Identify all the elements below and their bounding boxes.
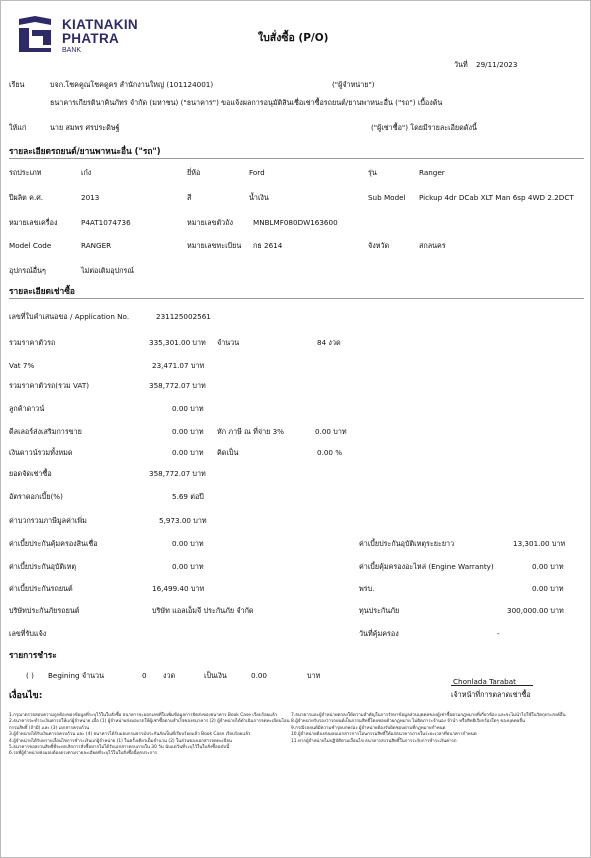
signature-line xyxy=(451,685,533,686)
conditions-right xyxy=(291,713,583,745)
car-insurance-value: 16,499.40 บาท xyxy=(152,584,205,593)
installments-label: จำนวน xyxy=(217,338,240,347)
pa-insurance-label: ค่าเบี้ยประกันอุบัติเหตุระยะยาว xyxy=(359,539,455,548)
insurer-value: บริษัท แอลเอ็มจี ประกันภัย จำกัด xyxy=(152,606,254,615)
payment-currency: บาท xyxy=(307,671,321,680)
recipient-line-1: บจก.โชคคูณโชคดูคร สำนักงานใหญ่ (101124001) xyxy=(50,80,214,89)
vehicle-type-value: เก๋ง xyxy=(81,168,92,177)
condition-item: 9.กรณีรถยนต์มีความชำรุดบกพร่อง ผู้จำหน่ายต้องรับผิดชอบตามที่กฎหมายกำหนด xyxy=(291,725,446,731)
withholding-tax-label: หัก ภาษี ณ ที่จ่าย 3% xyxy=(217,427,285,436)
recipient-tag: ("ผู้จำหน่าย") xyxy=(332,80,375,89)
coverage-date-value: - xyxy=(497,629,500,638)
application-no-label: เลขที่ใบคำเสนอขอ / Application No. xyxy=(9,312,130,321)
payment-count: 0 xyxy=(142,671,147,680)
condition-item: 8.ผู้จำหน่ายรับรองว่ารถยนต์เป็นกรรมสิทธิ์โดยชอบด้วยกฎหมาย ไม่ติดภาระจำนอง จำนำ หรือสิทธิเรียกร้องใดๆ ของบุคคลอื่น xyxy=(291,719,525,725)
section-divider xyxy=(9,158,584,159)
payment-section-title: รายการชำระ xyxy=(9,650,57,660)
payment-begining-label: Begining จำนวน xyxy=(48,671,104,680)
total-down-value: 0.00 บาท xyxy=(172,448,204,457)
down-payment-label: ลูกค้าดาวน์ xyxy=(9,404,45,413)
price-vat-label: รวมราคาตัวรถ(รวม VAT) xyxy=(9,381,90,390)
down-ratio-value: 0.00 % xyxy=(317,448,343,457)
page-title: ใบสั่งซื้อ (P/O) xyxy=(258,32,329,44)
deliver-name: นาย สมพร ศรประดิษฐ์ xyxy=(50,123,120,132)
condition-item: 5.ธนาคารขอสงวนสิทธิ์ที่จะยกเลิกการสั่งซื้อหากไม่ได้รับเอกสารครบภายใน 30 วัน นับแต่วันที่ระบุไว้ในใบสั่งซื้อฉบับนี้ xyxy=(9,745,230,751)
vehicle-year-value: 2013 xyxy=(81,193,100,202)
model-code-label: Model Code xyxy=(9,241,52,250)
hirepurchase-section-title: รายละเอียดเช่าซื้อ xyxy=(9,286,75,296)
accessory-label: อุปกรณ์อื่นๆ xyxy=(9,266,46,275)
coverage-date-label: วันที่คุ้มครอง xyxy=(359,629,399,638)
condition-item: 4.ผู้จำหน่ายได้รับทราบเงื่อนไขการชำระเงินแก่ผู้จำหน่าย (1) ในครั้งเดียวเต็มจำนวน (2) ในส่วนของเอกสารจดทะเบียน xyxy=(9,738,232,744)
credit-insurance-value: 0.00 บาท xyxy=(172,539,204,548)
date-label: วันที่ xyxy=(454,60,468,69)
vehicle-submodel-label: Sub Model xyxy=(368,193,406,202)
finance-amount-value: 358,772.07 บาท xyxy=(149,469,206,478)
conditions-title: เงื่อนไข: xyxy=(9,691,43,701)
engine-number-label: หมายเลขเครื่อง xyxy=(9,218,58,227)
plate-number-value: กธ 2614 xyxy=(253,241,283,250)
down-ratio-label: คิดเป็น xyxy=(217,448,239,457)
compulsory-label: พรบ. xyxy=(359,584,375,593)
car-price-value: 335,301.00 บาท xyxy=(149,338,206,347)
car-price-label: รวมราคาตัวรถ xyxy=(9,338,56,347)
accessory-value: ไม่ต่อเติมอุปกรณ์ xyxy=(81,266,134,275)
finance-amount-label: ยอดจัดเช่าซื้อ xyxy=(9,469,52,478)
pa-insurance-value: 13,301.00 บาท xyxy=(513,539,566,548)
condition-item: 1.กรุณาตรวจสอบความถูกต้องของข้อมูลที่ระบุไว้ในใบสั่งซื้อ ธนาคารจะออกเลขที่ใบเพิ่มข้อมูลการจัดส่งของธนาคาร Book Case เรียบร้อยแล้ว xyxy=(9,713,278,718)
payment-amount-label: เป็นเงิน xyxy=(204,671,227,680)
sum-insured-label: ทุนประกันภัย xyxy=(359,606,400,615)
vehicle-color-value: น้ำเงิน xyxy=(249,193,269,202)
conditions-left xyxy=(9,713,291,758)
dealer-promo-value: 0.00 บาท xyxy=(172,427,204,436)
withholding-tax-value: 0.00 บาท xyxy=(315,427,347,436)
fee-label: ค่าบวกรวมภาษีมูลค่าเพิ่ม xyxy=(9,516,87,525)
down-payment-value: 0.00 บาท xyxy=(172,404,204,413)
vehicle-model-label: รุ่น xyxy=(368,168,377,177)
sum-insured-value: 300,000.00 บาท xyxy=(507,606,564,615)
chassis-number-label: หมายเลขตัวถัง xyxy=(187,218,234,227)
vehicle-year-label: ปีผลิต ค.ศ. xyxy=(9,193,44,202)
engine-warranty-label: ค่าเบี้ยคุ้มครองอะไหล่ (Engine Warranty) xyxy=(359,562,494,571)
deliver-label: ให้แก่ xyxy=(9,123,27,132)
chassis-number-value: MNBLMF080DW163600 xyxy=(253,218,338,227)
vehicle-section-title: รายละเอียดรถยนต์/ยานพาหนะอื่น ("รถ") xyxy=(9,146,161,156)
insurer-label: บริษัทประกันภัยรถยนต์ xyxy=(9,606,80,615)
compulsory-value: 0.00 บาท xyxy=(532,584,564,593)
engine-number-value: P4AT1074736 xyxy=(81,218,131,227)
recipient-line-2: ธนาคารเกียรตินาคินภัทร จำกัด (มหาชน) ("ธนาคาร") ขอแจ้งผลการอนุมัติสินเชื่อเช่าซื้อรถยนต์/ยานพาหนะอื่น ("รถ") เบื้องต้น xyxy=(50,98,443,107)
vehicle-brand-label: ยี่ห้อ xyxy=(187,168,201,177)
dealer-promo-label: ดีลเลอร์ส่งเสริมการขาย xyxy=(9,427,82,436)
engine-warranty-value: 0.00 บาท xyxy=(532,562,564,571)
payment-amount: 0.00 xyxy=(251,671,268,680)
date-value: 29/11/2023 xyxy=(476,60,518,69)
province-value: สกลนคร xyxy=(419,241,446,250)
bank-logo-icon xyxy=(15,15,55,53)
vehicle-color-label: สี xyxy=(187,193,192,202)
brand-line-2: PHATRA xyxy=(62,31,120,46)
credit-insurance-label: ค่าเบี้ยประกันคุ้มครองสินเชื่อ xyxy=(9,539,98,548)
deliver-tag: ("ผู้เช่าซื้อ") โดยมีรายละเอียดดังนี้ xyxy=(371,123,477,132)
vehicle-model-value: Ranger xyxy=(419,168,445,177)
province-label: จังหวัด xyxy=(368,241,390,250)
recipient-label: เรียน xyxy=(9,80,25,89)
model-code-value: RANGER xyxy=(81,241,112,250)
accident-insurance-value: 0.00 บาท xyxy=(172,562,204,571)
signer-role: เจ้าหน้าที่การตลาดเช่าซื้อ xyxy=(451,690,531,699)
installments-value: 84 งวด xyxy=(317,338,341,347)
car-insurance-label: ค่าเบี้ยประกันรถยนต์ xyxy=(9,584,73,593)
brand-line-1: KIATNAKIN xyxy=(62,17,138,32)
price-vat-value: 358,772.07 บาท xyxy=(149,381,206,390)
vehicle-type-label: รถประเภท xyxy=(9,168,42,177)
condition-item: 7.ธนาคารและผู้จำหน่ายตกลงให้ความสำคัญในการรักษาข้อมูลส่วนบุคคลของผู้เช่าซื้อตามกฎหมายที่เกี่ยวข้อง และจะไม่นำไปใช้ในวัตถุประสงค์อื่น xyxy=(291,713,566,718)
condition-item: 3.ผู้จำหน่ายได้รับเงินค่ารถครบถ้วน และ (4) ธนาคารได้รับมอบกรมธรรม์ประกันภัยเป็นที่เรียบร้อยแล้ว Book Case เรียบร้อยแล้ว xyxy=(9,732,251,738)
plate-number-label: หมายเลขทะเบียน xyxy=(187,241,242,250)
fee-value: 5,973.00 บาท xyxy=(159,516,207,525)
vat-label: Vat 7% xyxy=(9,361,35,370)
vat-value: 23,471.07 บาท xyxy=(152,361,205,370)
accident-insurance-label: ค่าเบี้ยประกันอุบัติเหตุ xyxy=(9,562,77,571)
brand-line-3: BANK xyxy=(62,47,82,54)
payment-checkbox: ( ) xyxy=(26,671,34,680)
signer-name: Chonlada Tarabat xyxy=(453,677,516,686)
vehicle-brand-value: Ford xyxy=(249,168,265,177)
condition-item: 10.ผู้จำหน่ายต้องส่งมอบเอกสารการโอนกรรมสิทธิ์ให้แก่ธนาคารภายในระยะเวลาที่ธนาคารกำหนด xyxy=(291,732,477,738)
interest-rate-label: อัตราดอกเบี้ย(%) xyxy=(9,492,63,501)
payment-unit: งวด xyxy=(163,671,176,680)
interest-rate-value: 5.69 ต่อปี xyxy=(172,492,204,501)
condition-item: 6.รถที่ผู้จำหน่ายส่งมอบต้องตรงตามรายละเอียดที่ระบุไว้ในใบสั่งซื้อนี้ทุกประการ xyxy=(9,751,158,757)
bank-logo xyxy=(15,13,155,59)
total-down-label: เงินดาวน์รวมทั้งหมด xyxy=(9,448,73,457)
receipt-number-label: เลขที่รับแจ้ง xyxy=(9,629,47,638)
vehicle-submodel-value: Pickup 4dr DCab XLT Man 6sp 4WD 2.2DCT xyxy=(419,193,574,202)
condition-item: 11.หากผู้จำหน่ายไม่ปฏิบัติตามเงื่อนไข ธนาคารสงวนสิทธิ์ในการระงับการชำระเงินค่ารถ xyxy=(291,738,457,744)
application-no-value: 231125002561 xyxy=(156,312,211,321)
section-divider xyxy=(9,298,584,299)
condition-item: 2.ธนาคารจะชำระเงินค่ารถให้แก่ผู้จำหน่าย เมื่อ (1) ผู้จำหน่ายส่งมอบรถให้ผู้เช่าซื้อตามสำเร็จของธนาคาร (2) ผู้จำหน่ายได้ดำเนินการจดทะเบียนโอนกรรมสิทธิ์ (ถ้ามี) และ (3) เอกสารครบถ้วน xyxy=(9,719,290,731)
